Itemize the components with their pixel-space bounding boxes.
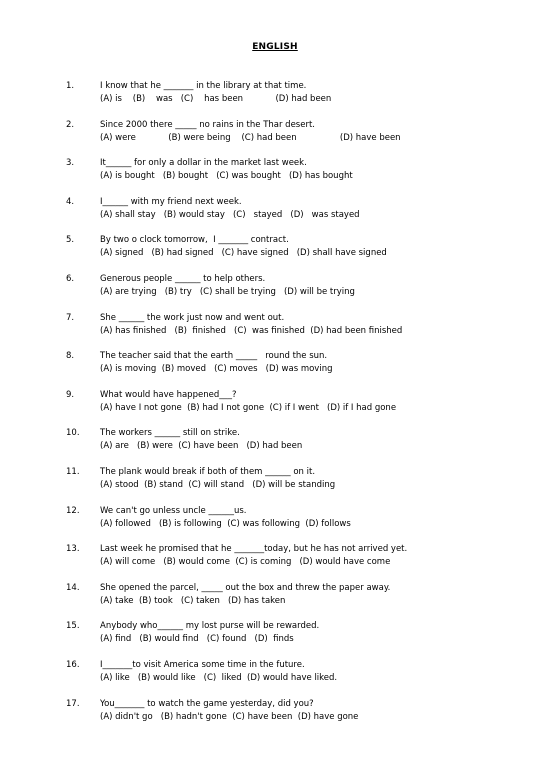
answer-options: (A) shall stay (B) would stay (C) stayed (D) was stayed (100, 209, 360, 220)
question-number: 3. (66, 158, 75, 169)
answer-options: (A) signed (B) had signed (C) have signed (D) shall have signed (100, 248, 387, 259)
question-text: I______ with my friend next week. (100, 196, 242, 207)
question-text: We can't go unless uncle ______us. (100, 505, 247, 516)
answer-options: (A) is (B) was (C) has been (D) had been (100, 94, 332, 104)
question-item (0, 543, 550, 582)
question-number: 9. (66, 389, 75, 400)
question-text: The teacher said that the earth _____ round the sun. (100, 351, 328, 362)
answer-options: (A) didn't go (B) hadn't gone (C) have been (D) have gone (100, 711, 359, 722)
question-item (0, 620, 550, 659)
question-number: 7. (66, 312, 75, 323)
question-text: She ______ the work just now and went out. (100, 312, 285, 323)
question-text: What would have happened___? (100, 389, 237, 400)
question-item (0, 659, 550, 698)
question-list (0, 80, 550, 736)
question-text: By two o clock tomorrow, I _______ contract. (100, 235, 289, 246)
question-item (0, 466, 550, 505)
question-text: Since 2000 there _____ no rains in the Thar desert. (100, 119, 315, 130)
question-number: 14. (66, 582, 80, 593)
question-text: I_______to visit America some time in the future. (100, 659, 305, 670)
answer-options: (A) like (B) would like (C) liked (D) would have liked. (100, 672, 338, 683)
question-item (0, 350, 550, 389)
answer-options: (A) are trying (B) try (C) shall be trying (D) will be trying (100, 286, 355, 297)
question-number: 13. (66, 544, 80, 555)
answer-options: (A) are (B) were (C) have been (D) had been (100, 441, 303, 452)
answer-options: (A) has finished (B) finished (C) was finished (D) had been finished (100, 325, 403, 336)
question-item (0, 157, 550, 196)
question-text: The workers ______ still on strike. (100, 428, 240, 439)
question-number: 1. (66, 81, 75, 91)
question-text: Generous people ______ to help others. (100, 273, 266, 284)
answer-options: (A) have I not gone (B) had I not gone (C) if I went (D) if I had gone (100, 402, 397, 413)
page-title: ENGLISH (252, 42, 298, 52)
question-text: I know that he _______ in the library at that time. (100, 81, 307, 91)
question-number: 10. (66, 428, 80, 439)
question-item (0, 505, 550, 544)
question-item (0, 389, 550, 428)
question-item (0, 119, 550, 158)
question-text: It______ for only a dollar in the market last week. (100, 158, 307, 169)
question-number: 11. (66, 466, 80, 477)
question-number: 17. (66, 698, 80, 709)
answer-options: (A) find (B) would find (C) found (D) finds (100, 634, 294, 645)
question-number: 5. (66, 235, 75, 246)
question-number: 4. (66, 196, 75, 207)
answer-options: (A) followed (B) is following (C) was following (D) follows (100, 518, 351, 529)
question-text: You_______ to watch the game yesterday, did you? (100, 698, 314, 709)
question-number: 12. (66, 505, 80, 516)
answer-options: (A) will come (B) would come (C) is coming (D) would have come (100, 557, 391, 568)
question-number: 15. (66, 621, 80, 632)
question-text: She opened the parcel, _____ out the box and threw the paper away. (100, 582, 391, 593)
question-item (0, 582, 550, 621)
question-text: Last week he promised that he _______today, but he has not arrived yet. (100, 544, 408, 555)
question-number: 2. (66, 119, 75, 130)
answer-options: (A) is bought (B) bought (C) was bought (D) has bought (100, 171, 353, 182)
question-number: 8. (66, 351, 75, 362)
question-text: The plank would break if both of them ______ on it. (100, 466, 316, 477)
question-item (0, 196, 550, 235)
question-item (0, 234, 550, 273)
question-item (0, 80, 550, 119)
question-item (0, 312, 550, 351)
question-item (0, 427, 550, 466)
answer-options: (A) stood (B) stand (C) will stand (D) will be standing (100, 479, 336, 490)
answer-options: (A) were (B) were being (C) had been (D) have been (100, 132, 401, 143)
answer-options: (A) take (B) took (C) taken (D) has taken (100, 595, 286, 606)
question-number: 16. (66, 659, 80, 670)
answer-options: (A) is moving (B) moved (C) moves (D) was moving (100, 364, 333, 375)
question-item (0, 273, 550, 312)
question-item (0, 698, 550, 737)
question-number: 6. (66, 273, 75, 284)
question-text: Anybody who______ my lost purse will be rewarded. (100, 621, 320, 632)
